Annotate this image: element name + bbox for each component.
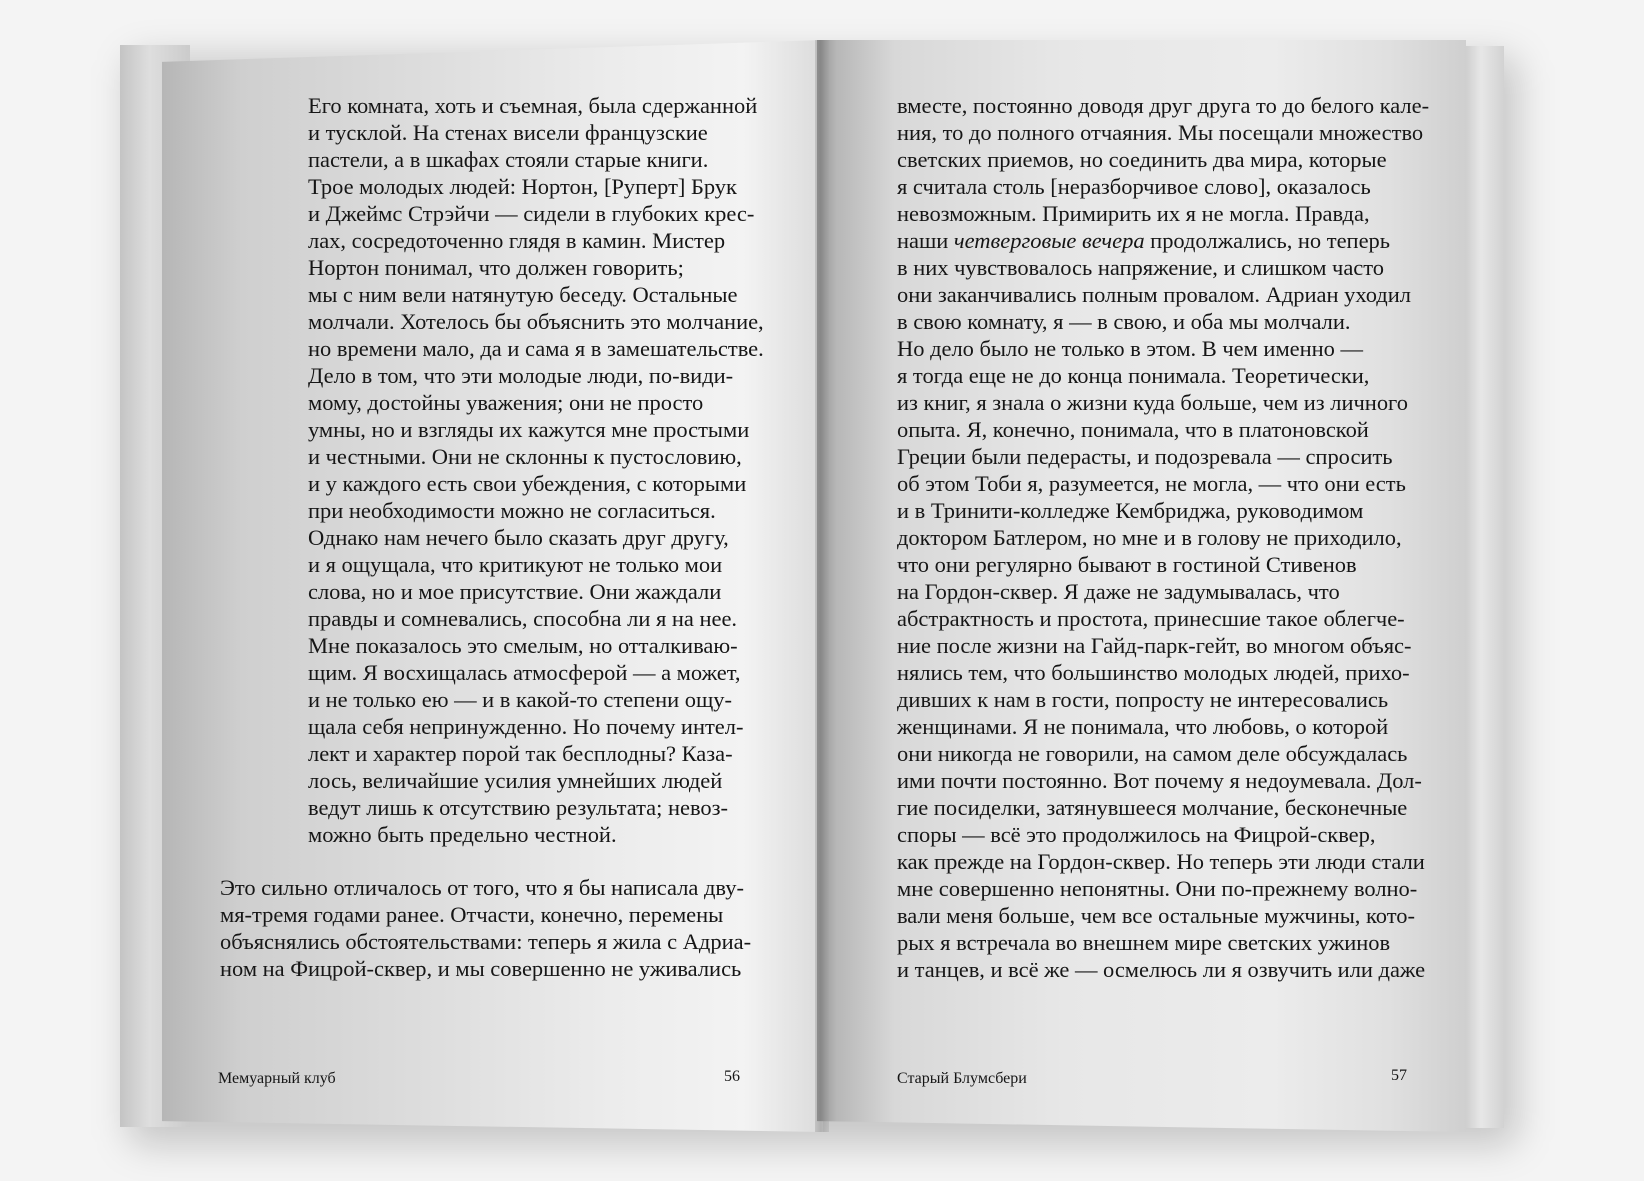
right-running-footer: Старый Блумсбери (897, 1070, 1027, 1087)
left-body-line: и у каждого есть свои убеждения, с которыми (308, 471, 747, 496)
left-body-line: Мне показалось это смелым, но отталкиваю- (308, 633, 738, 658)
left-body-line: и тусклой. На стенах висели французские (308, 120, 708, 145)
right-body-line: из книг, я знала о жизни куда больше, чем из личного (897, 390, 1408, 415)
right-body-line: ими почти постоянно. Вот почему я недоумевала. Дол- (897, 768, 1422, 793)
left-page-number: 56 (724, 1068, 740, 1085)
right-body-line: доктором Батлером, но мне и в голову не приходило, (897, 525, 1402, 550)
right-body-line: об этом Тоби я, разумеется, не могла, — что они есть (897, 471, 1406, 496)
right-body-line-with-italic: наши четверговые вечера продолжались, но теперь (897, 228, 1391, 253)
left-body-line: ведут лишь к отсутствию результата; невоз- (308, 795, 728, 820)
right-body-line: в них чувствовалось напряжение, и слишком часто (897, 255, 1385, 280)
left-body-line: и не только ею — и в какой-то степени ощу- (308, 687, 733, 712)
left-body-line: правды и сомневались, способна ли я на нее. (308, 606, 738, 631)
right-body-line: абстрактность и простота, принесшие такое облегче- (897, 606, 1405, 631)
right-page-number: 57 (1391, 1067, 1407, 1084)
left-body-line: умны, но и взгляды их кажутся мне простыми (308, 417, 750, 442)
left-body-line: Нортон понимал, что должен говорить; (308, 255, 684, 280)
book-spine (815, 40, 829, 1132)
left-body-line: щим. Я восхищалась атмосферой — а может, (308, 660, 741, 685)
right-body-line: что они регулярно бывают в гостиной Стивенов (897, 552, 1357, 577)
left-body-line: но времени мало, да и сама я в замешательстве. (308, 336, 764, 361)
right-body-line: мне совершенно непонятны. Они по-прежнему волно- (897, 876, 1418, 901)
right-body-line: на Гордон-сквер. Я даже не задумывалась, что (897, 579, 1340, 604)
left-paragraph-line: объяснялись обстоятельствами: теперь я жила с Адриа- (220, 929, 752, 954)
left-body-line: и я ощущала, что критикуют не только мои (308, 552, 723, 577)
right-body-line: женщинами. Я не понимала, что любовь, о которой (897, 714, 1389, 739)
right-body-line: гие посиделки, затянувшееся молчание, бесконечные (897, 795, 1408, 820)
left-body-line: и честными. Они не склонны к пустословию, (308, 444, 742, 469)
right-body-line: рых я встречала во внешнем мире светских ужинов (897, 930, 1391, 955)
right-body-line: невозможным. Примирить их я не могла. Правда, (897, 201, 1370, 226)
left-body-line: и Джеймс Стрэйчи — сидели в глубоких крес- (308, 201, 755, 226)
left-body-line: лект и характер порой так бесплодны? Каза- (308, 741, 733, 766)
right-body-line: Греции были педерасты, и подозревала — спросить (897, 444, 1393, 469)
right-body-line: споры — всё это продолжилось на Фицрой-сквер, (897, 822, 1376, 847)
right-body-line: вали меня больше, чем все остальные мужчины, кото- (897, 903, 1415, 928)
right-body-line: ние после жизни на Гайд-парк-гейт, во многом объяс- (897, 633, 1412, 658)
right-page-edges (1462, 46, 1504, 1128)
left-paragraph-line: мя-тремя годами ранее. Отчасти, конечно, перемены (220, 902, 724, 927)
right-body-line: и в Тринити-колледже Кембриджа, руководимом (897, 498, 1364, 523)
right-body-line: как прежде на Гордон-сквер. Но теперь эти люди стали (897, 849, 1425, 874)
left-body-line: Его комната, хоть и съемная, была сдержанной (308, 93, 758, 118)
right-body-line: ния, то до полного отчаяния. Мы посещали множество (897, 120, 1424, 145)
right-body-line: светских приемов, но соединить два мира, которые (897, 147, 1387, 172)
left-body-line: мы с ним вели натянутую беседу. Остальные (308, 282, 738, 307)
left-body-line: Трое молодых людей: Нортон, [Руперт] Брук (308, 174, 737, 199)
right-body-line: они никогда не говорили, на самом деле обсуждалась (897, 741, 1408, 766)
left-body-line: мому, достойны уважения; они не просто (308, 390, 704, 415)
left-body-line: лось, величайшие усилия умнейших людей (308, 768, 723, 793)
right-body-line: я считала столь [неразборчивое слово], оказалось (897, 174, 1371, 199)
right-body-line: и танцев, и всё же — осмелюсь ли я озвучить или даже (897, 957, 1426, 982)
left-body-line: Дело в том, что эти молодые люди, по-види- (308, 363, 734, 388)
left-body-line: пастели, а в шкафах стояли старые книги. (308, 147, 709, 172)
right-body-line: Но дело было не только в этом. В чем именно — (897, 336, 1363, 361)
right-body-line: нялись тем, что большинство молодых людей, прихо- (897, 660, 1410, 685)
left-body-line: слова, но и мое присутствие. Они жаждали (308, 579, 722, 604)
right-body-line: в свою комнату, я — в свою, и оба мы молчали. (897, 309, 1351, 334)
right-body-line: дивших к нам в гости, попросту не интересовались (897, 687, 1389, 712)
left-body-line: лах, сосредоточенно глядя в камин. Мистер (308, 228, 726, 253)
right-body-line: они заканчивались полным провалом. Адриан уходил (897, 282, 1411, 307)
right-body-line: опыта. Я, конечно, понимала, что в платоновской (897, 417, 1369, 442)
left-paragraph-line: ном на Фицрой-сквер, и мы совершенно не уживались (220, 956, 742, 981)
left-paragraph-line: Это сильно отличалось от того, что я бы написала дву- (220, 875, 744, 900)
left-body-line: молчали. Хотелось бы объяснить это молчание, (308, 309, 764, 334)
left-body-line: Однако нам нечего было сказать друг другу, (308, 525, 729, 550)
left-body-line: щала себя непринужденно. Но почему интел- (308, 714, 744, 739)
left-running-footer: Мемуарный клуб (218, 1070, 336, 1087)
right-body-line: я тогда еще не до конца понимала. Теоретически, (897, 363, 1370, 388)
left-body-line: при необходимости можно не согласиться. (308, 498, 716, 523)
left-body-line: можно быть предельно честной. (308, 822, 617, 847)
italic-phrase: четверговые вечера (953, 228, 1145, 253)
right-body-line: вместе, постоянно доводя друг друга то до белого кале- (897, 93, 1430, 118)
